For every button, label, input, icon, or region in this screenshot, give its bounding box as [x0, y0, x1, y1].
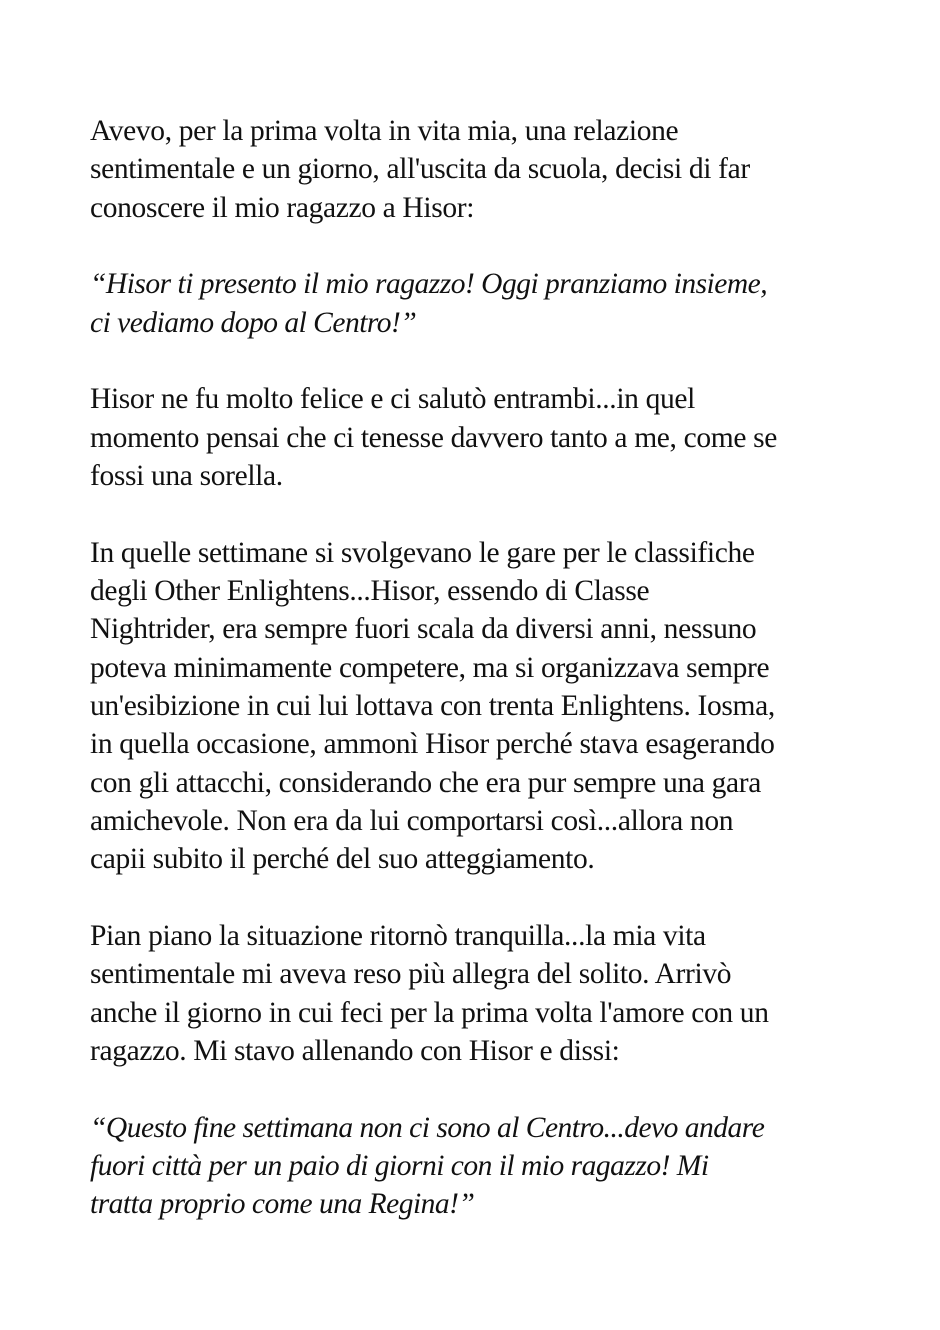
- quote-paragraph-weekend: [90, 1109, 870, 1224]
- text-line: in quella occasione, ammonì Hisor perché stava esagerando: [90, 728, 775, 761]
- text-line: conoscere il mio ragazzo a Hisor:: [90, 191, 475, 224]
- text-line: fossi una sorella.: [90, 460, 283, 493]
- text-line: ragazzo. Mi stavo allenando con Hisor e dissi:: [90, 1034, 620, 1067]
- paragraph-calm-returns: [90, 917, 870, 1070]
- text-line: con gli attacchi, considerando che era pur sempre una gara: [90, 766, 761, 799]
- text-line: In quelle settimane si svolgevano le gare per le classifiche: [90, 536, 755, 569]
- text-line: “Questo fine settimana non ci sono al Centro...devo andare: [90, 1111, 765, 1144]
- text-line: capii subito il perché del suo atteggiamento.: [90, 843, 595, 876]
- text-line: “Hisor ti presento il mio ragazzo! Oggi pranziamo insieme,: [90, 268, 768, 301]
- text-line: Pian piano la situazione ritornò tranquilla...la mia vita: [90, 920, 706, 953]
- text-line: degli Other Enlightens...Hisor, essendo di Classe: [90, 575, 650, 608]
- text-line: poteva minimamente competere, ma si organizzava sempre: [90, 651, 770, 684]
- text-line: tratta proprio come una Regina!”: [90, 1188, 475, 1221]
- paragraph-competitions: [90, 534, 870, 879]
- text-line: Hisor ne fu molto felice e ci salutò entrambi...in quel: [90, 383, 695, 416]
- text-line: momento pensai che ci tenesse davvero tanto a me, come se: [90, 421, 777, 454]
- text-line: un'esibizione in cui lui lottava con trenta Enlightens. Iosma,: [90, 690, 775, 723]
- paragraph-hisor-reaction: [90, 380, 870, 495]
- text-line: Nightrider, era sempre fuori scala da diversi anni, nessuno: [90, 613, 757, 646]
- paragraph-intro: [90, 112, 870, 227]
- text-line: ci vediamo dopo al Centro!”: [90, 306, 417, 339]
- text-line: sentimentale mi aveva reso più allegra del solito. Arrivò: [90, 958, 732, 991]
- text-line: amichevole. Non era da lui comportarsi così...allora non: [90, 804, 734, 837]
- text-line: sentimentale e un giorno, all'uscita da scuola, decisi di far: [90, 153, 750, 186]
- text-line: fuori città per un paio di giorni con il mio ragazzo! Mi: [90, 1150, 709, 1183]
- document-page: [90, 112, 870, 1262]
- quote-paragraph-presentation: [90, 265, 870, 342]
- text-line: Avevo, per la prima volta in vita mia, una relazione: [90, 115, 679, 147]
- text-line: anche il giorno in cui feci per la prima volta l'amore con un: [90, 996, 769, 1029]
